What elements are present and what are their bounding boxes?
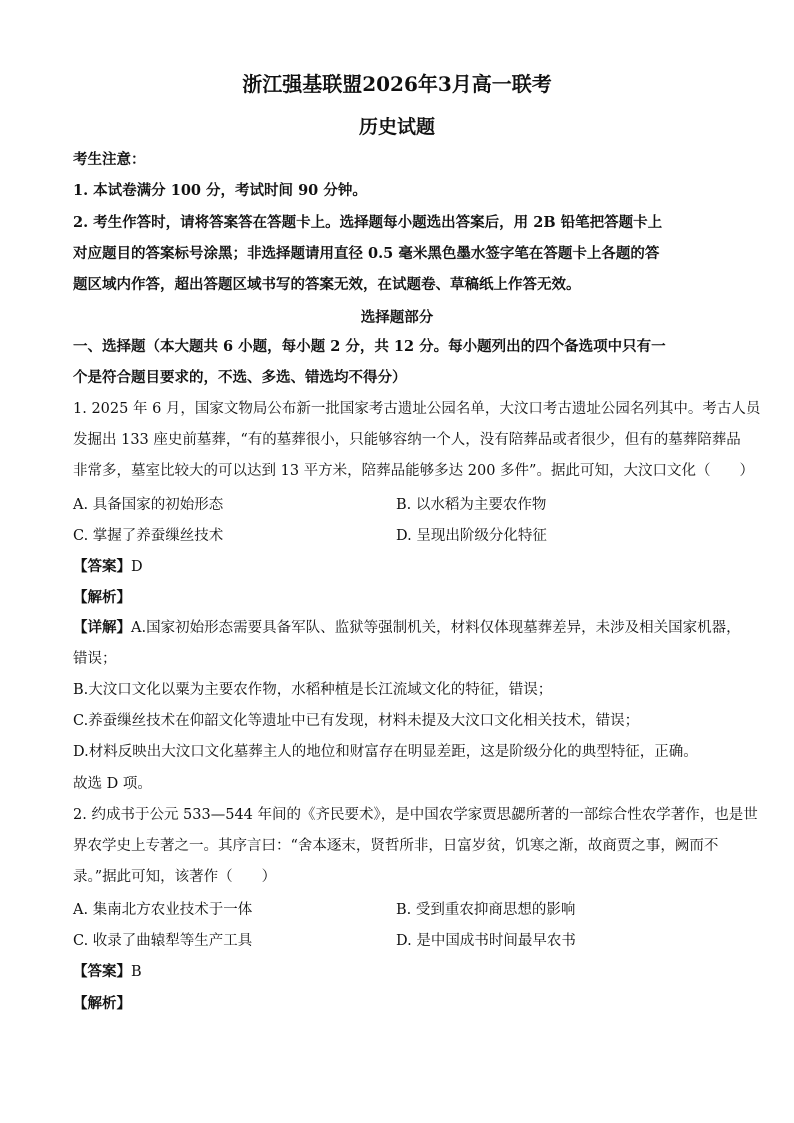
q1-stem-line-2: 发掘出 133 座史前墓葬，“有的墓葬很小，只能够容纳一个人，没有陪葬品或者很少，但有的墓葬陪葬品 — [73, 432, 741, 448]
q1-detail-line-2: 错误； — [73, 651, 117, 667]
q1-option-a: A. 具备国家的初始形态 — [73, 497, 224, 513]
section-title: 选择题部分 — [360, 309, 434, 326]
q1-option-c: C. 掌握了养蚕缫丝技术 — [73, 528, 224, 544]
q2-option-a: A. 集南北方农业技术于一体 — [73, 902, 253, 918]
q1-detail-line-1 — [73, 618, 741, 638]
notice-heading: 考生注意： — [73, 151, 146, 168]
notice-item-2-line-2: 对应题目的答案标号涂黑；非选择题请用直径 0.5 毫米黑色墨水签字笔在答题卡上各题的答 — [73, 245, 660, 262]
q1-answer — [73, 555, 143, 576]
q1-detail-text-1: A.国家初始形态需要具备军队、监狱等强制机关，材料仅体现墓葬差异，未涉及相关国家机器， — [131, 620, 741, 636]
notice-item-2-line-3: 题区域内作答，超出答题区域书写的答案无效，在试题卷、草稿纸上作答无效。 — [73, 276, 581, 293]
q1-answer-value: D — [131, 559, 143, 575]
q1-detail-line-6: 故选 D 项。 — [73, 776, 152, 792]
q1-detail-line-5: D.材料反映出大汶口文化墓葬主人的地位和财富存在明显差距，这是阶级分化的典型特征，正确。 — [73, 744, 698, 760]
q2-answer — [73, 960, 142, 981]
q1-stem-line-1: 1. 2025 年 6 月，国家文物局公布新一批国家考古遗址公园名单，大汶口考古遗址公园名列其中。考古人员 — [73, 401, 761, 417]
notice-item-1: 1. 本试卷满分 100 分，考试时间 90 分钟。 — [73, 182, 367, 199]
q2-analysis-tag: 【解析】 — [73, 995, 131, 1012]
q1-detail-line-4: C.养蚕缫丝技术在仰韶文化等遗址中已有发现，材料未提及大汶口文化相关技术，错误； — [73, 713, 640, 729]
q1-stem-line-3: 非常多，墓室比较大的可以达到 13 平方米，陪葬品能够多达 200 多件”。据此可知，大汶口文化（ ） — [73, 463, 754, 479]
q1-detail-tag: 【详解】 — [73, 619, 131, 636]
notice-item-2-line-1: 2. 考生作答时，请将答案答在答题卡上。选择题每小题选出答案后，用 2B 铅笔把答题卡上 — [73, 214, 663, 231]
q1-detail-line-3: B.大汶口文化以粟为主要农作物，水稻种植是长江流域文化的特征，错误； — [73, 682, 553, 698]
q2-option-b: B. 受到重农抑商思想的影响 — [396, 902, 576, 918]
q1-option-b: B. 以水稻为主要农作物 — [396, 497, 547, 513]
q2-answer-tag: 【答案】 — [73, 963, 131, 980]
q1-answer-tag: 【答案】 — [73, 558, 131, 575]
q2-stem-line-3: 录。”据此可知，该著作（ ） — [73, 869, 277, 885]
q2-stem-line-2: 界农学史上专著之一。其序言曰：“舍本逐末，贤哲所非，日富岁贫，饥寒之渐，故商贾之事，阙而不 — [73, 838, 719, 854]
exam-subject: 历史试题 — [358, 116, 435, 138]
exam-title: 浙江强基联盟2026年3月高一联考 — [242, 72, 552, 96]
section-heading-line-2: 个是符合题目要求的，不选、多选、错选均不得分） — [73, 369, 407, 386]
section-heading-line-1: 一、选择题（本大题共 6 小题，每小题 2 分，共 12 分。每小题列出的四个备选项中只有一 — [73, 338, 666, 355]
q2-option-d: D. 是中国成书时间最早农书 — [396, 933, 576, 949]
q2-option-c: C. 收录了曲辕犁等生产工具 — [73, 933, 253, 949]
q2-stem-line-1: 2. 约成书于公元 533—544 年间的《齐民要术》，是中国农学家贾思勰所著的一部综合性农学著作，也是世 — [73, 807, 758, 823]
q1-analysis-tag: 【解析】 — [73, 589, 131, 606]
q1-option-d: D. 呈现出阶级分化特征 — [396, 528, 547, 544]
q2-answer-value: B — [131, 964, 142, 980]
